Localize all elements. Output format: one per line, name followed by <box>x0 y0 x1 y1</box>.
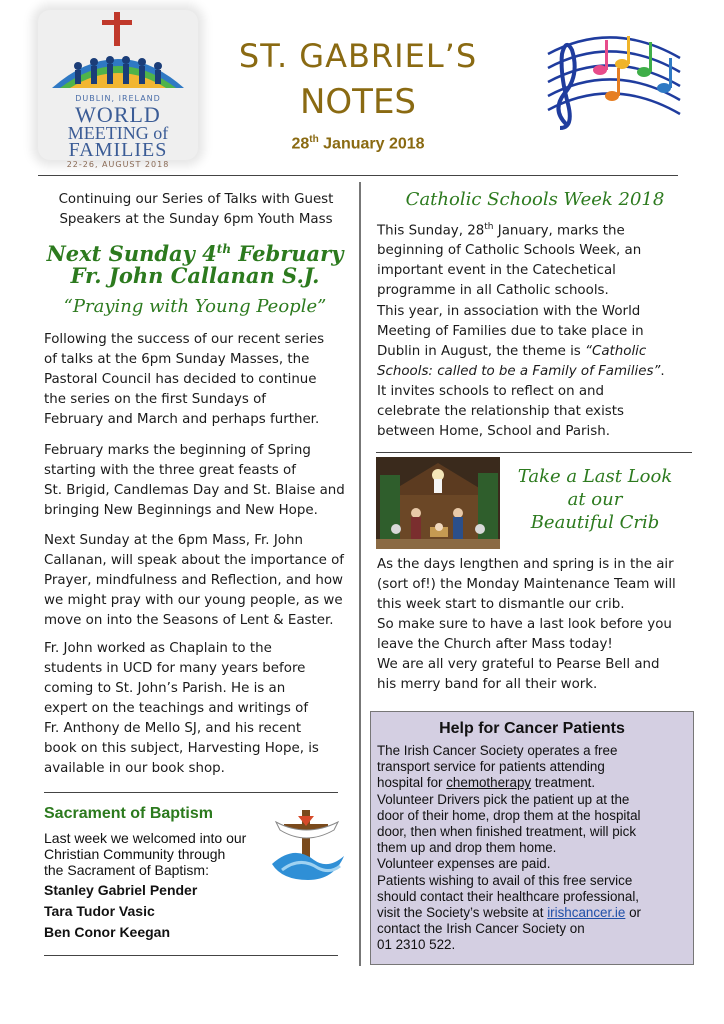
date-suffix: th <box>309 134 319 145</box>
chemotherapy-link[interactable]: chemotherapy <box>446 775 532 791</box>
text-line: them up and drop them home. <box>377 840 557 856</box>
baptism-name: Tara Tudor Vasic <box>44 903 155 919</box>
text-line: expert on the teachings and writings of <box>44 701 309 716</box>
text-line: Christian Community through <box>44 846 226 862</box>
text-line: door of their home, drop them at the hospital <box>377 807 641 823</box>
crib-heading-line: Take a Last Look <box>517 466 673 487</box>
header-divider <box>38 175 678 176</box>
logo-line-3: MEETING of <box>67 123 169 143</box>
text-line: beginning of Catholic Schools Week, an <box>377 243 642 259</box>
logo-graphic <box>38 10 198 100</box>
text-line: we might pray with our young people, as we <box>44 593 343 608</box>
text-line: this week start to dismantle our crib. <box>377 597 625 612</box>
text-line: programme in all Catholic schools. <box>377 283 609 299</box>
text-line: Prayer, mindfulness and Reflection, and how <box>44 573 344 588</box>
crib-divider <box>376 452 692 453</box>
baptism-divider-top <box>44 792 338 793</box>
text-line: celebrate the relationship that exists <box>377 404 625 419</box>
cs-p2-l3a: Dublin in August, the theme is <box>377 344 586 359</box>
text-line: Following the success of our recent series <box>44 332 325 347</box>
text-line: It invites schools to reflect on and <box>377 384 605 399</box>
text-line: contact the Irish Cancer Society on <box>377 921 585 937</box>
text-line: starting with the three great feasts of <box>44 463 296 478</box>
intro-line: Speakers at the Sunday 6pm Youth Mass <box>59 212 333 227</box>
text-line <box>377 775 693 791</box>
text-line <box>377 362 693 382</box>
text-line: important event in the Catechetical <box>377 263 616 279</box>
intro-line: Continuing our Series of Talks with Guest <box>58 192 334 207</box>
text-line: transport service for patients attending <box>377 759 605 775</box>
text-line: Volunteer Drivers pick the patient up at the <box>377 791 630 807</box>
cancer-l11c: or <box>625 905 641 921</box>
paragraph-fr-john <box>44 639 359 779</box>
text-line: the Sacrament of Baptism: <box>44 862 209 878</box>
logo-line-1: DUBLIN, IRELAND <box>75 94 161 103</box>
text-line: St. Brigid, Candlemas Day and St. Blaise and <box>44 483 345 498</box>
text-line: his merry band for all their work. <box>377 677 598 692</box>
logo-line-2: WORLD <box>75 102 161 127</box>
cs-p2-l4: Schools: called to be a Family of Families” <box>377 364 661 379</box>
text-line: February marks the beginning of Spring <box>44 443 311 458</box>
text-line: should contact their healthcare professional, <box>377 888 640 904</box>
text-line: Meeting of Families due to take place in <box>377 324 644 339</box>
date-day: 28 <box>291 135 310 153</box>
world-meeting-of-families-logo <box>38 10 198 169</box>
cancer-body <box>371 738 693 954</box>
text-line: book on this subject, Harvesting Hope, is <box>44 741 319 756</box>
text-line: students in UCD for many years before <box>44 661 306 676</box>
cancer-help-box <box>370 711 694 965</box>
cs-p1-end: January, marks the <box>493 223 625 239</box>
nativity-crib-photo <box>376 457 500 549</box>
irishcancer-link[interactable]: irishcancer.ie <box>547 905 626 921</box>
catholic-schools-paragraph-2 <box>377 302 693 442</box>
catholic-schools-heading: Catholic Schools Week 2018 <box>405 189 665 210</box>
cancer-heading: Help for Cancer Patients <box>439 720 625 737</box>
text-line: bringing New Beginnings and New Hope. <box>44 503 318 518</box>
intro-text <box>38 190 354 230</box>
paragraph-success <box>44 330 359 430</box>
text-line: coming to St. John’s Parish. He is an <box>44 681 286 696</box>
date-rest: January 2018 <box>323 135 425 153</box>
text-line: The Irish Cancer Society operates a free <box>377 743 618 758</box>
text-line: (sort of!) the Monday Maintenance Team will <box>377 577 676 592</box>
text-line: Callanan, will speak about the importance of <box>44 553 344 568</box>
text-line: Volunteer expenses are paid. <box>377 856 551 872</box>
text-line: available in our book shop. <box>44 761 225 776</box>
speaker-name: Fr. John Callanan S.J. <box>70 263 320 288</box>
text-line: Next Sunday at the 6pm Mass, Fr. John <box>44 533 303 548</box>
baptism-dove-cross-icon <box>268 808 348 884</box>
text-line: between Home, School and Parish. <box>377 424 611 439</box>
text-line: Patients wishing to avail of this free service <box>377 872 633 888</box>
newsletter-title-line-1: ST. GABRIEL’S <box>238 37 478 75</box>
cs-p1-sup: th <box>484 222 494 232</box>
next-sunday-a: Next Sunday 4 <box>46 241 217 266</box>
text-line: Last week we welcomed into our <box>44 830 247 846</box>
text-line: February and March and perhaps further. <box>44 412 320 427</box>
next-sunday-sup: th <box>216 242 232 256</box>
cs-p2-l3b: “Catholic <box>585 344 647 359</box>
baptism-body <box>44 830 274 878</box>
crib-heading-line: at our <box>567 489 623 510</box>
text-line: This year, in association with the World <box>377 304 641 319</box>
baptism-heading: Sacrament of Baptism <box>44 805 213 822</box>
paragraph-next-sunday <box>44 531 359 631</box>
text-line <box>377 905 693 921</box>
newsletter-title-line-2: NOTES <box>299 82 417 122</box>
music-notes-icon <box>538 24 688 136</box>
text-line <box>377 342 693 362</box>
logo-line-5: 22-26, AUGUST 2018 <box>66 160 170 169</box>
cs-p2-l4end: . <box>660 364 665 379</box>
cancer-l3c: treatment. <box>531 775 596 791</box>
next-sunday-b: February <box>231 241 344 266</box>
cancer-l11a: visit the Society’s website at <box>377 905 548 921</box>
crib-heading <box>506 465 684 534</box>
text-line: of talks at the 6pm Sunday Masses, the <box>44 352 310 367</box>
catholic-schools-paragraph-1 <box>377 217 693 301</box>
cancer-l3a: hospital for <box>377 775 447 791</box>
text-line: Fr. John worked as Chaplain to the <box>44 641 272 656</box>
crib-paragraph <box>377 555 695 695</box>
baptism-name: Stanley Gabriel Pender <box>44 882 198 898</box>
text-line: So make sure to have a last look before you <box>377 617 672 632</box>
text-line: the series on the first Sundays of <box>44 392 266 407</box>
text-line: We are all very grateful to Pearse Bell and <box>377 657 660 672</box>
cs-p1-start: This Sunday, 28 <box>377 223 485 239</box>
text-line: leave the Church after Mass today! <box>377 637 613 652</box>
text-line: As the days lengthen and spring is in the air <box>377 557 674 572</box>
text-line: Fr. Anthony de Mello SJ, and his recent <box>44 721 302 736</box>
paragraph-spring <box>44 441 359 521</box>
logo-line-4: FAMILIES <box>68 139 168 161</box>
issue-date <box>218 134 498 153</box>
baptism-divider-bottom <box>44 955 338 956</box>
text-line: move on into the Seasons of Lent & Easter. <box>44 613 334 628</box>
baptism-name: Ben Conor Keegan <box>44 924 171 940</box>
text-line: Pastoral Council has decided to continue <box>44 372 317 387</box>
crib-heading-line: Beautiful Crib <box>530 512 660 533</box>
text-line: door, then when finished treatment, will pick <box>377 824 637 840</box>
talk-title: “Praying with Young People” <box>63 296 327 317</box>
text-line: 01 2310 522. <box>377 937 456 953</box>
text-line <box>377 217 693 241</box>
